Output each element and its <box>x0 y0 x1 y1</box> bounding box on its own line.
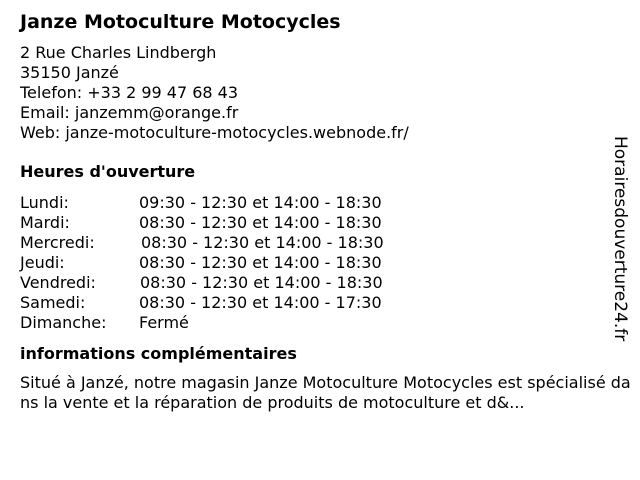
hours-row-jeudi <box>20 253 620 273</box>
address-city: 35150 Janzé <box>20 63 119 82</box>
website-line: Web: janze-motoculture-motocycles.webnode.fr/ <box>20 123 409 142</box>
hours-row-dimanche <box>20 313 620 333</box>
hours-row-mercredi <box>20 233 620 253</box>
info-description: Situé à Janzé, notre magasin Janze Motoculture Motocycles est spécialisé dans la vente et la réparation de produits de motoculture et d&... <box>20 373 631 412</box>
business-card <box>20 10 631 413</box>
day-label: Jeudi: <box>20 253 65 272</box>
hours-row-vendredi <box>20 273 620 293</box>
contact-block <box>20 43 620 143</box>
address-street: 2 Rue Charles Lindbergh <box>20 43 217 62</box>
email-line: Email: janzemm@orange.fr <box>20 103 239 122</box>
hours-heading: Heures d'ouverture <box>20 162 196 181</box>
hours-row-samedi <box>20 293 620 313</box>
hours-row-lundi <box>20 193 620 213</box>
time-value: 08:30 - 12:30 et 14:00 - 18:30 <box>139 213 382 232</box>
day-label: Samedi: <box>20 293 86 312</box>
time-value: 08:30 - 12:30 et 14:00 - 18:30 <box>141 233 384 252</box>
info-heading: informations complémentaires <box>20 344 297 363</box>
hours-table <box>20 193 620 333</box>
day-label: Mardi: <box>20 213 70 232</box>
time-value: 08:30 - 12:30 et 14:00 - 18:30 <box>140 273 383 292</box>
time-value: 08:30 - 12:30 et 14:00 - 18:30 <box>139 253 382 272</box>
day-label: Dimanche: <box>20 313 107 332</box>
time-value: 09:30 - 12:30 et 14:00 - 18:30 <box>139 193 382 212</box>
time-value: 08:30 - 12:30 et 14:00 - 17:30 <box>139 293 382 312</box>
day-label: Mercredi: <box>20 233 95 252</box>
phone-line: Telefon: +33 2 99 47 68 43 <box>20 83 239 102</box>
day-label: Lundi: <box>20 193 69 212</box>
brand-watermark: Horairesdouverture24.fr <box>610 136 630 342</box>
business-name: Janze Motoculture Motocycles <box>20 11 341 33</box>
day-label: Vendredi: <box>20 273 96 292</box>
time-value: Fermé <box>139 313 189 332</box>
hours-row-mardi <box>20 213 620 233</box>
